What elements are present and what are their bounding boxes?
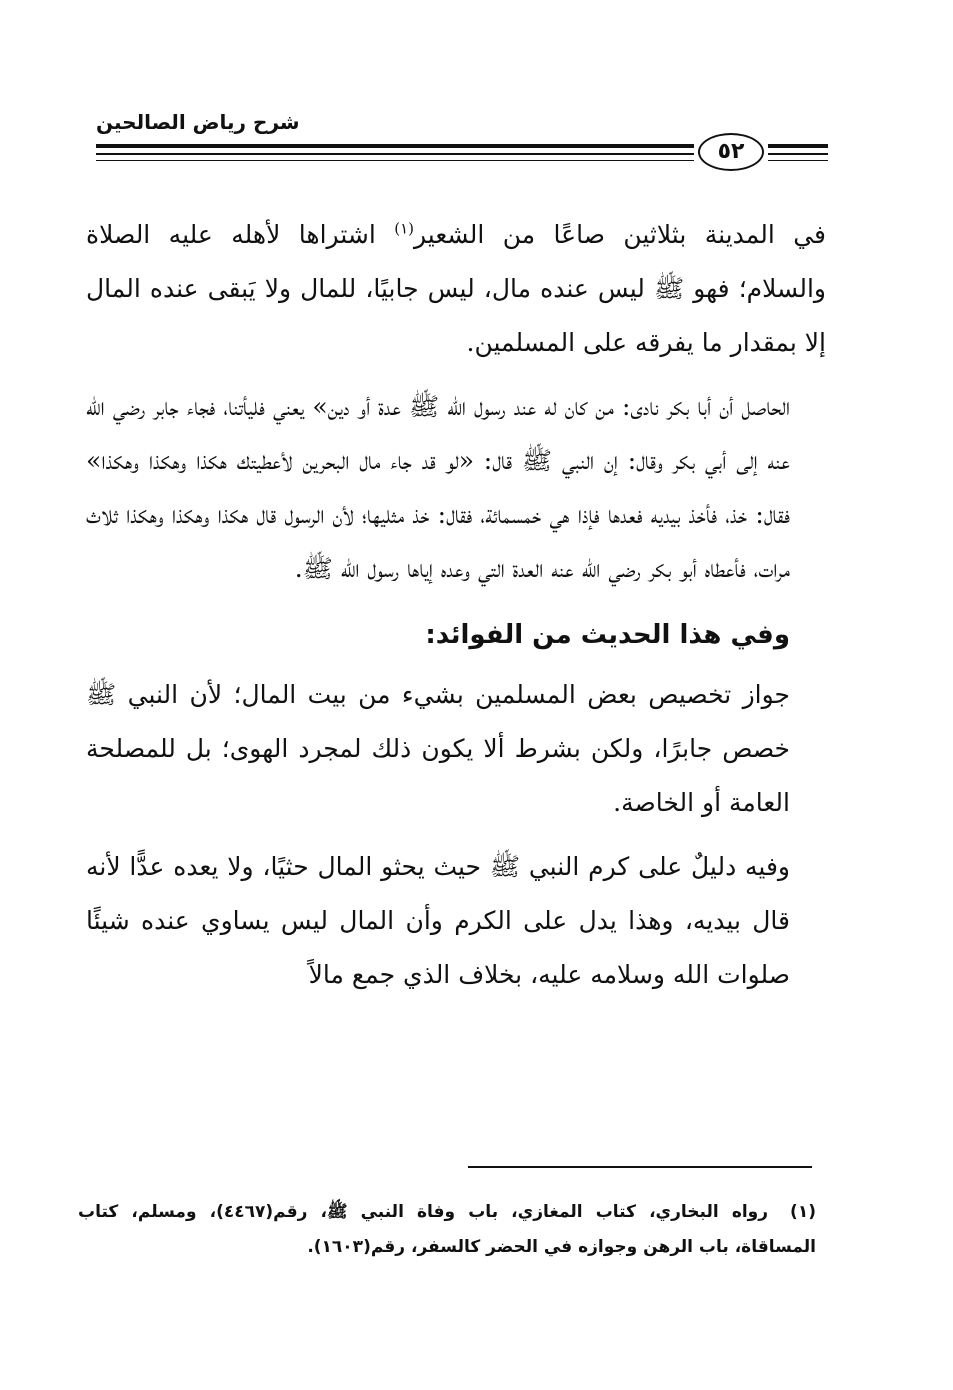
footnote-reference[interactable]: (١) [394, 219, 414, 238]
running-head-title: شرح رياض الصالحين [96, 110, 300, 134]
header-rule [96, 144, 694, 148]
footnote-number: (١) [790, 1202, 816, 1222]
header-rule [96, 160, 694, 161]
header-rule [768, 153, 828, 155]
header-rule [768, 144, 828, 148]
section-heading: وفي هذا الحديث من الفوائد: [425, 620, 790, 650]
paragraph: جواز تخصيص بعض المسلمين بشيء من بيت المال؛ لأن النبي ﷺ خصص جابرًا، ولكن بشرط ألا يكون ذلك لمجرد الهوى؛ بل للمصلحة العامة أو الخاصة. [86, 680, 790, 817]
paragraph [86, 208, 826, 370]
footnote [78, 1195, 816, 1265]
main-text [86, 208, 826, 1012]
paragraph-text: في المدينة بثلاثين صاعًا من الشعير [414, 220, 826, 249]
header-rule [768, 160, 828, 161]
footnote-separator [468, 1166, 812, 1168]
header-rule [96, 153, 694, 155]
page-number: ٥٢ [698, 133, 764, 171]
footnote-text: رواه البخاري، كتاب المغازي، باب وفاة النبي ﷺ، رقم(٤٤٦٧)، ومسلم، كتاب المساقاة، باب الرهن وجوازه في الحضر كالسفر، رقم(١٦٠٣). [78, 1202, 816, 1257]
paragraph-text: اشتراها لأهله عليه الصلاة والسلام؛ فهو ﷺ ليس عنده مال، ليس جابيًا، للمال ولا يَبقى عنده المال إلا بمقدار ما يفرقه على المسلمين. [86, 220, 826, 357]
paragraph: الحاصل أن أبا بكر نادى: من كان له عند رسول الله ﷺ عدة أو دين» يعني فليأتنا، فجاء جابر رضي الله عنه إلى أبي بكر وقال: إن النبي ﷺ قال: «لو قد جاء مال البحرين لأعطيتك هكذا وهكذا وهكذا» فقال: خذ، فأخذ بيديه فعدها فإذا هي خمسمائة، فقال: خذ مثليها؛ لأن الرسول قال هكذا وهكذا وهكذا ثلاث مرات، فأعطاه أبو بكر رضي الله عنه العدة التي وعده إياها رسول الله ﷺ. [86, 392, 790, 583]
paragraph: وفيه دليلٌ على كرم النبي ﷺ حيث يحثو المال حثيًا، ولا يعده عدًّا لأنه قال بيديه، وهذا يدل على الكرم وأن المال ليس يساوي عنده شيئًا صلوات الله وسلامه عليه، بخلاف الذي جمع مالاً [86, 852, 790, 989]
